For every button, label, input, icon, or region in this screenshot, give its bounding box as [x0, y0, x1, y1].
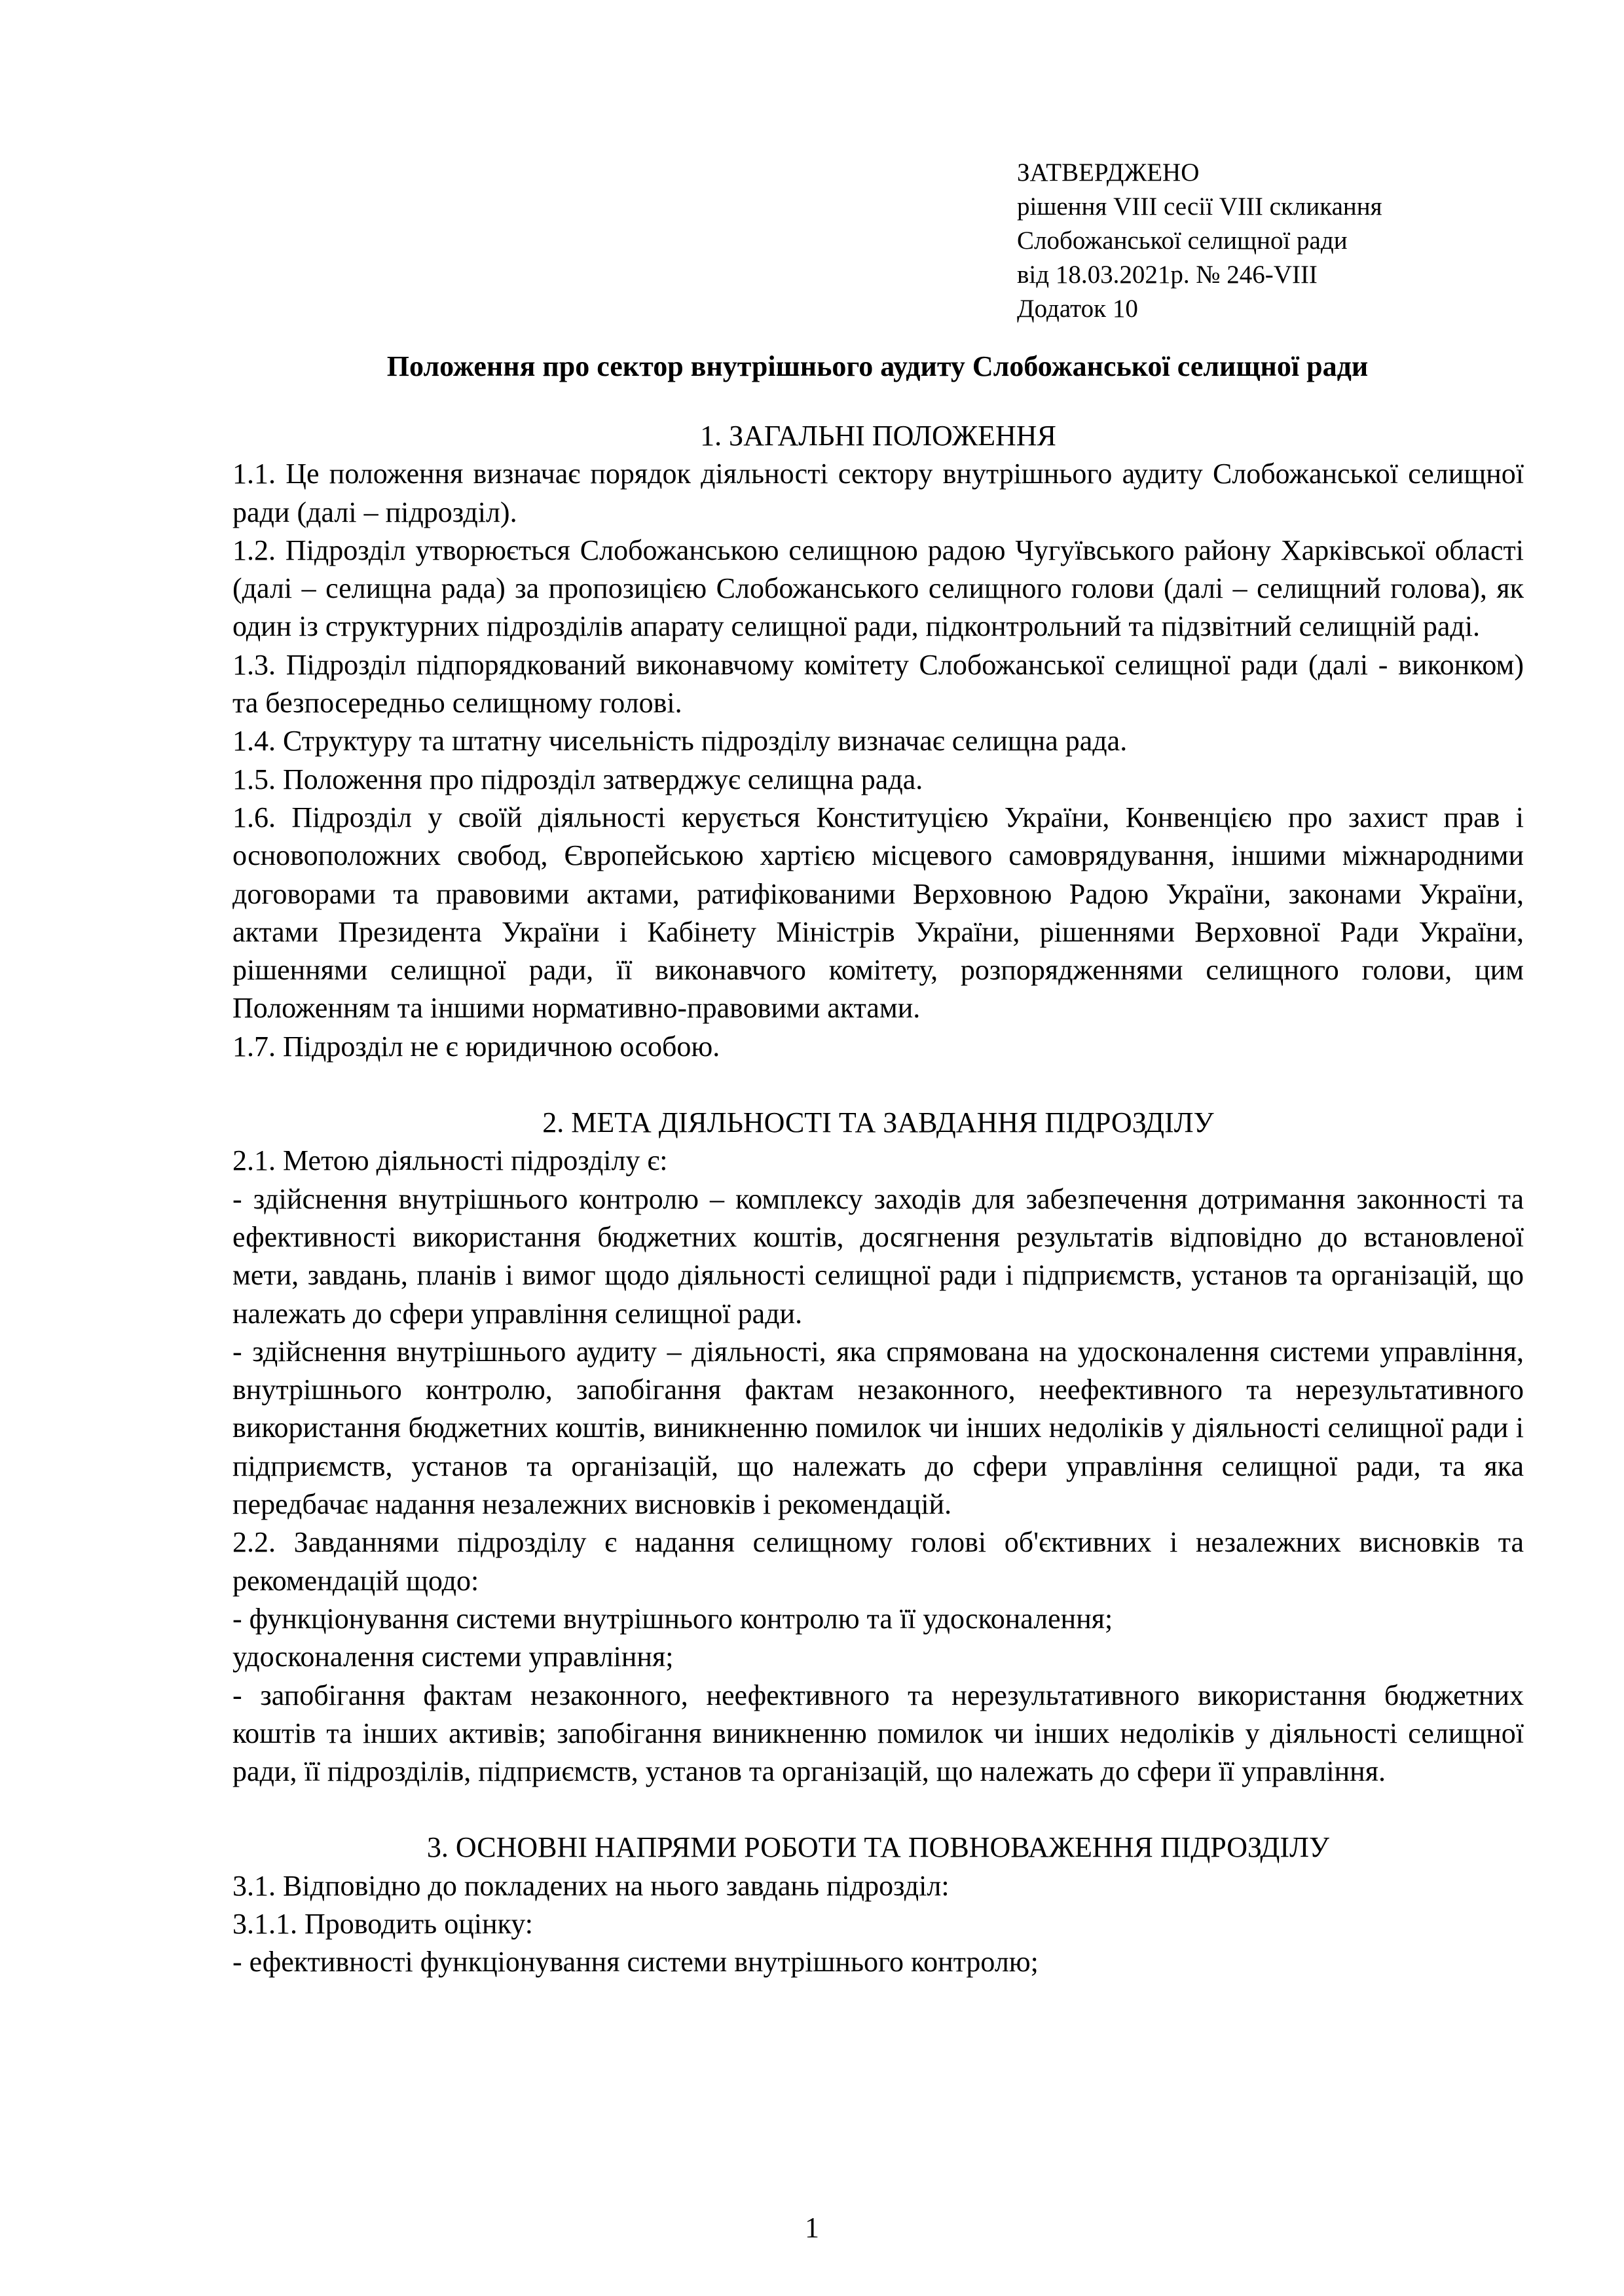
section-heading: 1. ЗАГАЛЬНІ ПОЛОЖЕННЯ — [700, 420, 1056, 452]
paragraph: 2.1. Метою діяльності підрозділу є: — [232, 1144, 668, 1177]
approval-line: Слобожанської селищної ради — [1017, 227, 1348, 255]
paragraph: 1.1. Це положення визначає порядок діяльності сектору внутрішнього аудиту Слобожанської селищної ради (далі – підрозділ). — [232, 458, 1524, 528]
document-title: Положення про сектор внутрішнього аудиту Слобожанської селищної ради — [386, 350, 1369, 382]
paragraph: - здійснення внутрішнього контролю – комплексу заходів для забезпечення дотримання законності та ефективності використання бюджетних коштів, досягнення результатів відповідно до встановленої мети, завдань, планів і вимог щодо діяльності селищної ради і підприємств, установ та організацій, що належать до сфери управління селищної ради. — [232, 1182, 1524, 1330]
paragraph: 3.1.1. Проводить оцінку: — [232, 1907, 533, 1940]
paragraph: 1.2. Підрозділ утворюється Слобожанською селищною радою Чугуївського району Харківської області (далі – селищна рада) за пропозицією Слобожанського селищного голови (далі – селищний голова), як один із структурних підрозділів апарату селищної ради, підконтрольний та підзвітний селищній раді. — [232, 534, 1524, 643]
approval-line: рішення VIII сесії VIII скликання — [1017, 192, 1382, 221]
paragraph: удосконалення системи управління; — [232, 1641, 674, 1673]
paragraph: - функціонування системи внутрішнього контролю та її удосконалення; — [232, 1602, 1113, 1635]
paragraph: 1.7. Підрозділ не є юридичною особою. — [232, 1030, 720, 1063]
paragraph: - ефективності функціонування системи внутрішнього контролю; — [232, 1946, 1039, 1978]
section-spacer — [232, 1066, 1524, 1104]
paragraph: - здійснення внутрішнього аудиту – діяльності, яка спрямована на удосконалення системи управління, внутрішнього контролю, запобігання фактам незаконного, неефективного та нерезультативного використання бюджетних коштів, виникненню помилок чи інших недоліків у діяльності селищної ради і підприємств, установ та організацій, що належать до сфери управління селищної ради, та яка передбачає надання незалежних висновків і рекомендацій. — [232, 1335, 1524, 1521]
approval-line: Додаток 10 — [1017, 295, 1138, 323]
document-body — [232, 417, 1524, 1982]
approval-stamp-block — [1017, 156, 1541, 326]
page-number: 1 — [805, 2212, 819, 2244]
section-heading: 2. МЕТА ДІЯЛЬНОСТІ ТА ЗАВДАННЯ ПІДРОЗДІЛУ — [542, 1106, 1214, 1139]
section-spacer — [232, 1791, 1524, 1829]
paragraph: 1.6. Підрозділ у своїй діяльності керується Конституцією України, Конвенцією про захист прав і основоположних свобод, Європейською хартією місцевого самоврядування, іншими міжнародними договорами та правовими актами, ратифікованими Верховною Радою України, законами України, актами Президента України і Кабінету Міністрів України, рішеннями Верховної Ради України, рішеннями селищної ради, її виконавчого комітету, розпорядженнями селищного голови, цим Положенням та іншими нормативно-правовими актами. — [232, 801, 1524, 1025]
paragraph: 1.4. Структуру та штатну чисельність підрозділу визначає селищна рада. — [232, 725, 1128, 757]
paragraph: 1.3. Підрозділ підпорядкований виконавчому комітету Слобожанської селищної ради (далі - виконком) та безпосередньо селищному голові. — [232, 648, 1524, 720]
approval-line: ЗАТВЕРДЖЕНО — [1017, 158, 1200, 187]
paragraph: - запобігання фактам незаконного, неефективного та нерезультативного використання бюджетних коштів та інших активів; запобігання виникненню помилок чи інших недоліків у діяльності селищної ради, її підрозділів, підприємств, установ та організацій, що належать до сфери її управління. — [232, 1679, 1524, 1788]
paragraph: 2.2. Завданнями підрозділу є надання селищному голові об'єктивних і незалежних висновків та рекомендацій щодо: — [232, 1526, 1524, 1597]
section-heading: 3. ОСНОВНІ НАПРЯМИ РОБОТИ ТА ПОВНОВАЖЕННЯ ПІДРОЗДІЛУ — [426, 1831, 1330, 1864]
paragraph: 3.1. Відповідно до покладених на нього завдань підрозділ: — [232, 1869, 950, 1902]
approval-line: від 18.03.2021р. № 246-VIII — [1017, 261, 1318, 289]
paragraph: 1.5. Положення про підрозділ затверджує селищна рада. — [232, 763, 923, 795]
